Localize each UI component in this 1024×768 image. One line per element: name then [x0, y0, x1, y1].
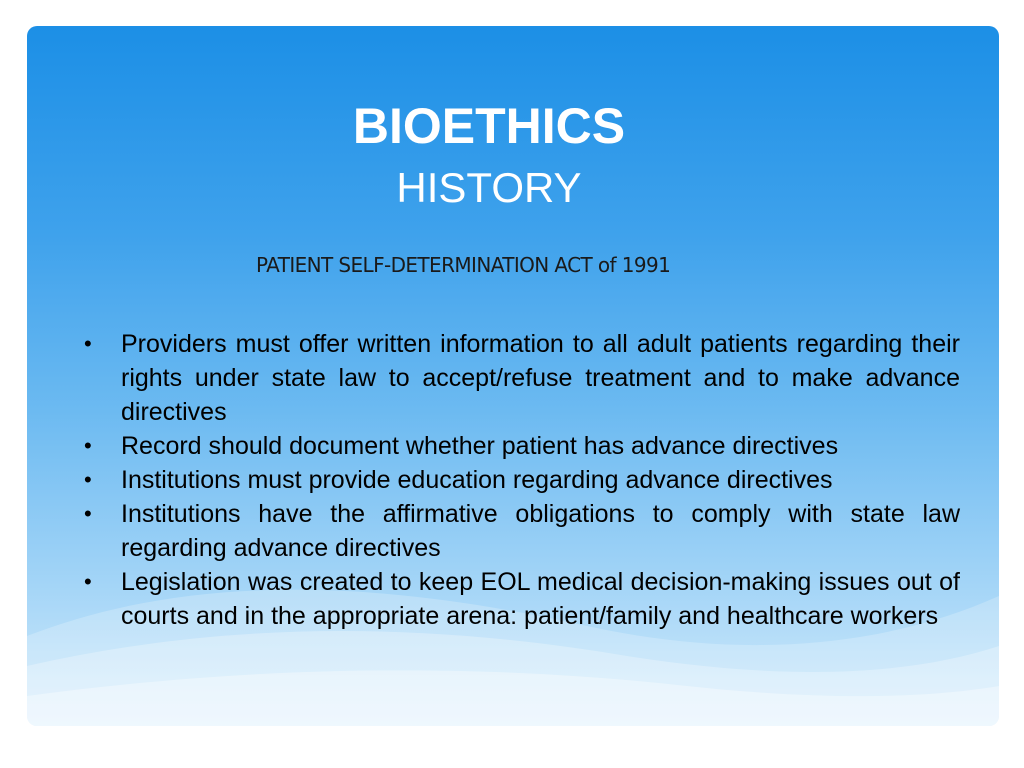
bullet-text: Providers must offer written information to all adult patients regarding their rights under state law to accept/refuse treatment and to make advance directives: [121, 330, 960, 426]
bullet-item: [78, 327, 960, 429]
section-heading: PATIENT SELF-DETERMINATION ACT of 1991: [256, 253, 671, 277]
bullet-text: Legislation was created to keep EOL medical decision-making issues out of courts and in the appropriate arena: patient/family and healthcare workers: [121, 568, 960, 630]
bullet-item: [78, 497, 960, 565]
bullet-icon: •: [84, 467, 92, 492]
slide-subtitle: HISTORY: [396, 164, 582, 211]
bullet-item: [78, 463, 960, 497]
bullet-text: Institutions have the affirmative obligations to comply with state law regarding advance directives: [121, 500, 960, 562]
slide-title: BIOETHICS: [352, 98, 626, 154]
bullet-text: Record should document whether patient has advance directives: [121, 432, 839, 460]
bullet-icon: •: [84, 433, 92, 458]
bullet-icon: •: [84, 569, 92, 594]
bullet-item: [78, 429, 960, 463]
bullet-list: [78, 327, 960, 633]
bullet-text: Institutions must provide education regarding advance directives: [121, 466, 833, 494]
bullet-icon: •: [84, 501, 92, 526]
bullet-item: [78, 565, 960, 633]
bullet-icon: •: [84, 331, 92, 356]
